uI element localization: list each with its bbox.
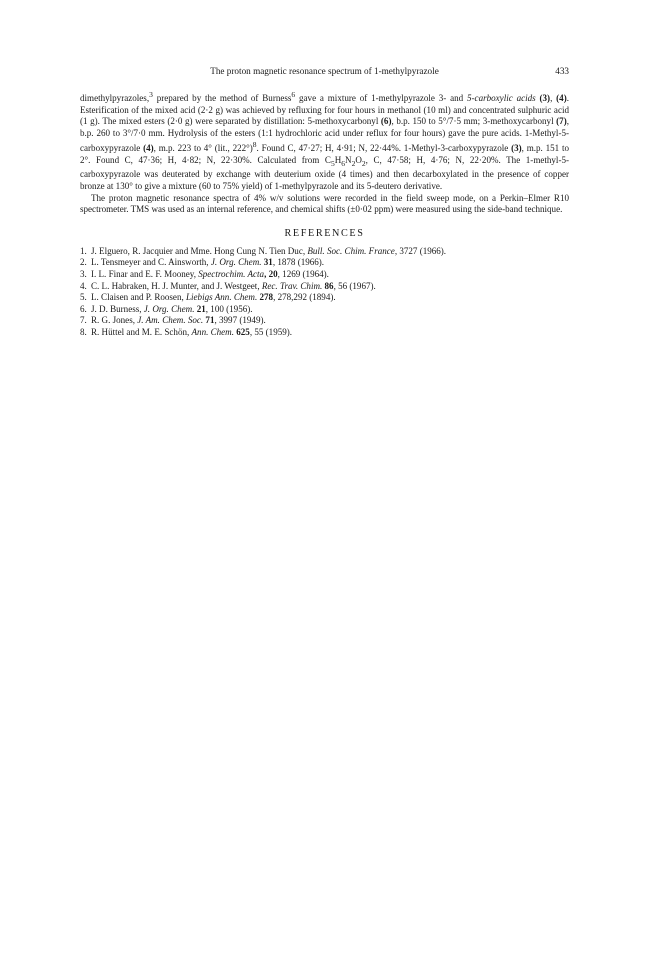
reference-pages-year: , 278,292 (1894).	[273, 292, 336, 303]
reference-number: 5.	[80, 292, 87, 303]
citation-ref: 6	[291, 90, 296, 99]
reference-authors: J. Elguero, R. Jacquier and Mme. Hong Cung N. Tien Duc,	[91, 245, 308, 256]
compound-number: (6)	[380, 116, 392, 127]
reference-pages-year: , 56 (1967).	[333, 280, 376, 291]
reference-journal: Rec. Trav. Chim.	[261, 280, 323, 291]
reference-journal: J. Org. Chem.	[210, 257, 262, 268]
text-run: prepared by the method of Burness	[152, 93, 292, 104]
running-head	[80, 63, 569, 79]
running-title: The proton magnetic resonance spectrum of 1-methylpyrazole	[210, 66, 439, 76]
reference-pages-year: , 3727 (1966).	[394, 245, 447, 256]
reference-journal: Liebigs Ann. Chem.	[186, 292, 258, 303]
compound-number: (3)	[511, 143, 522, 154]
page-number: 433	[555, 66, 569, 76]
body-text	[80, 89, 569, 216]
reference-volume: 21	[194, 303, 206, 314]
text-run: , b.p. 150 to 5°/7·5 mm; 3-methoxycarbonyl	[391, 116, 557, 127]
reference-journal: J. Org. Chem.	[143, 303, 195, 314]
reference-list	[80, 246, 569, 339]
reference-volume: 86	[322, 280, 334, 291]
reference-journal: Spectrochim. Acta	[198, 268, 265, 279]
reference-item	[80, 292, 569, 304]
text-run: gave a mixture of 1-methylpyrazole 3- and	[295, 93, 468, 104]
reference-volume: 71	[203, 315, 215, 326]
formula-subscript: 2	[361, 158, 366, 168]
reference-authors: C. L. Habraken, H. J. Munter, and J. Westgeet,	[91, 280, 262, 291]
italic-text: 5-carboxylic acids	[467, 93, 536, 104]
compound-number: (4)	[556, 93, 567, 104]
reference-authors: J. D. Burness,	[91, 303, 144, 314]
reference-authors: L. Tensmeyer and C. Ainsworth,	[91, 257, 211, 268]
text-run: , C, 47·58; H, 4·76; N, 22·20%. The 1-methyl-5-carboxypyrazole was deuterated by exchange with deuterium oxide (4 times) and then decarboxylated in the presence of copper bronze at 130° to give a mixture (60 to 75% yield) of 1-methylpyrazole and its 5-deutero derivative.	[80, 155, 569, 191]
reference-volume: 625	[233, 326, 250, 337]
reference-authors: R. Hüttel and M. E. Schön,	[91, 326, 192, 337]
reference-journal: Bull. Soc. Chim. France	[307, 245, 395, 256]
reference-volume: , 20	[264, 268, 278, 279]
reference-authors: I. L. Finar and E. F. Mooney,	[91, 268, 199, 279]
reference-number: 6.	[80, 303, 87, 314]
reference-journal: Ann. Chem.	[191, 326, 234, 337]
reference-pages-year: , 100 (1956).	[205, 303, 253, 314]
text-run: , m.p. 151 to 2°. Found C, 47·36; H, 4·82; N, 22·30%. Calculated from C	[80, 143, 569, 165]
reference-number: 4.	[80, 280, 87, 291]
text-run: . Found C, 47·27; H, 4·91; N, 22·44%. 1-Methyl-3-carboxypyrazole	[256, 143, 512, 154]
reference-item	[80, 246, 569, 258]
text-run: dimethylpyrazoles,	[80, 93, 150, 104]
reference-pages-year: , 3997 (1949).	[214, 315, 266, 326]
reference-item	[80, 315, 569, 327]
paragraph-nmr-method: The proton magnetic resonance spectra of 4% w/v solutions were recorded in the field sweep mode, on a Perkin–Elmer R10 spectrometer. TMS was used as an internal reference, and chemical shifts (±0·02 ppm) were measured using the side-band technique.	[80, 192, 569, 215]
reference-pages-year: , 1269 (1964).	[277, 268, 329, 279]
text-run: , b.p. 260 to 3°/7·0 mm. Hydrolysis of the esters (1:1 hydrochloric acid under reflux for four hours) gave the pure acids. 1-Methyl-5-carboxypyrazole	[80, 116, 569, 154]
paragraph-experimental	[80, 89, 569, 193]
text-run: H	[334, 155, 342, 165]
text-run: ,	[550, 93, 557, 104]
reference-item	[80, 269, 569, 281]
compound-number: (7)	[556, 116, 567, 127]
reference-number: 2.	[80, 257, 87, 268]
reference-number: 7.	[80, 315, 87, 326]
reference-authors: R. G. Jones,	[91, 315, 138, 326]
reference-item	[80, 281, 569, 293]
citation-ref: 3	[149, 90, 153, 99]
reference-volume: 278	[257, 292, 274, 303]
reference-authors: L. Claisen and P. Roosen,	[91, 292, 186, 303]
reference-number: 1.	[80, 245, 87, 256]
text-run: O	[355, 155, 362, 165]
reference-number: 8.	[80, 326, 87, 337]
text-run: , m.p. 223 to 4° (lit., 222°)	[153, 143, 253, 154]
reference-volume: 31	[261, 257, 273, 268]
text-run: N	[345, 155, 352, 165]
compound-number: (3)	[539, 93, 551, 104]
references-heading: REFERENCES	[284, 227, 365, 239]
formula-subscript: 5	[330, 158, 335, 168]
reference-item	[80, 257, 569, 269]
reference-number: 3.	[80, 268, 87, 279]
reference-journal: J. Am. Chem. Soc.	[137, 315, 204, 326]
page	[80, 63, 569, 339]
reference-item	[80, 327, 569, 339]
reference-item	[80, 304, 569, 316]
citation-ref: 8	[252, 140, 257, 150]
compound-number: (4)	[143, 143, 154, 154]
formula-subscript: 2	[351, 158, 356, 168]
text-run: . Esterification of the mixed acid (2·2 g) was achieved by refluxing for four hours in methanol (10 ml) and concentrated sulphuric acid (1 g). The mixed esters (2·0 g) were separated by distillation: 5-methoxycarbonyl	[80, 93, 569, 127]
reference-pages-year: , 55 (1959).	[249, 326, 293, 337]
reference-pages-year: , 1878 (1966).	[272, 257, 325, 268]
formula-subscript: 6	[341, 158, 346, 168]
